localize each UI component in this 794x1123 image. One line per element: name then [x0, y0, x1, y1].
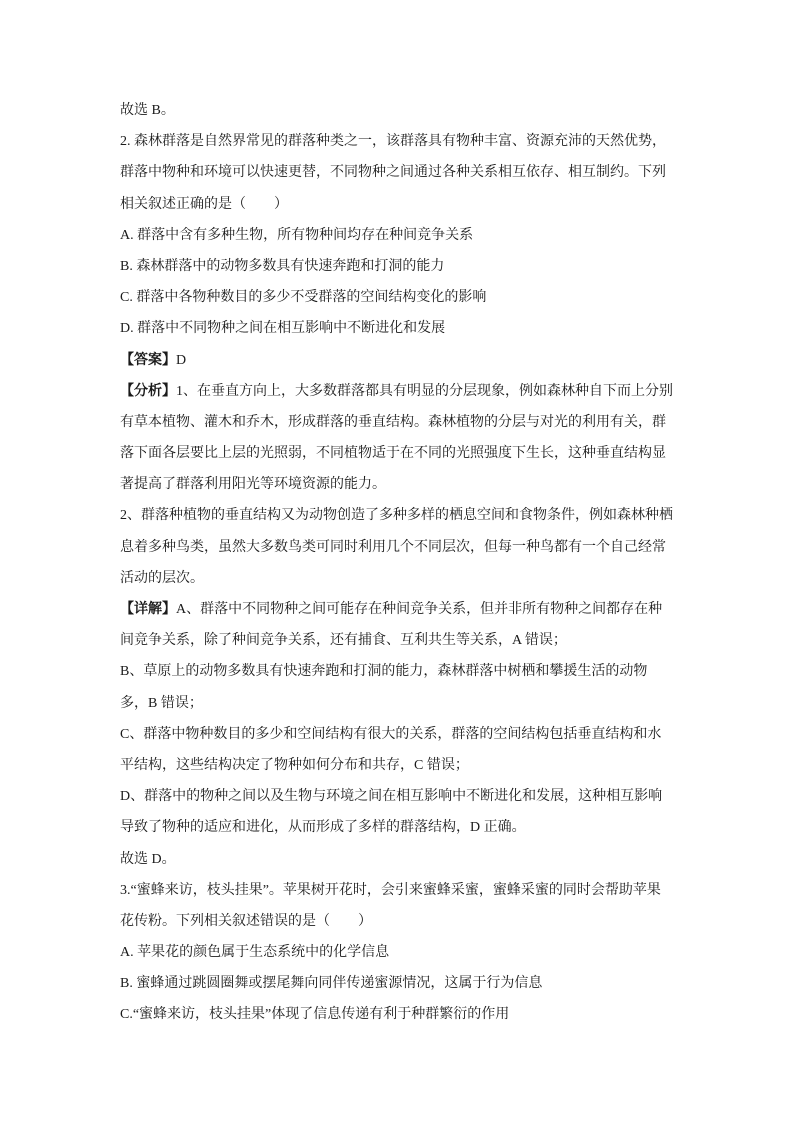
- explanation-label: 【详解】: [120, 602, 176, 617]
- answer-label: 【答案】: [120, 352, 176, 368]
- document-body: [120, 95, 720, 1031]
- question-3-stem-line: 花传粉。下列相关叙述错误的是（ ）: [120, 913, 372, 929]
- explanation-text: A、群落中不同物种之间可能存在种间竞争关系，但并非所有物种之间都存在种: [176, 602, 663, 617]
- explanation-line: 间竞争关系，除了种间竞争关系，还有捕食、互利共生等关系，A 错误；: [120, 633, 567, 649]
- analysis-line: 落下面各层要比上层的光照弱，不同植物适于在不同的光照强度下生长，这种垂直结构显: [120, 446, 666, 462]
- explanation-line: 多，B 错误；: [120, 695, 203, 711]
- question-2-stem-line: 群落中物种和环境可以快速更替，不同物种之间通过各种关系相互依存、相互制约。下列: [120, 165, 666, 181]
- question-1-conclusion: 故选 B。: [120, 103, 175, 118]
- question-2-stem-line: 2. 森林群落是自然界常见的群落种类之一，该群落具有物种丰富、资源充沛的天然优势，: [120, 134, 666, 150]
- explanation-line: D、群落中的物种之间以及生物与环境之间在相互影响中不断进化和发展，这种相互影响: [120, 789, 663, 805]
- question-2-stem-line: 相关叙述正确的是（ ）: [120, 196, 288, 212]
- analysis-text: 1、在垂直方向上，大多数群落都具有明显的分层现象，例如森林种自下而上分别: [176, 383, 673, 399]
- analysis-line: 有草本植物、灌木和乔木，形成群落的垂直结构。森林植物的分层与对光的利用有关，群: [120, 414, 666, 430]
- question-3-option-a: A. 苹果花的颜色属于生态系统中的化学信息: [120, 945, 390, 961]
- analysis-line: [120, 376, 720, 407]
- question-2-answer: [120, 345, 720, 376]
- question-2-option-a: A. 群落中含有多种生物，所有物种间均存在种间竞争关系: [120, 227, 474, 243]
- analysis-label: 【分析】: [120, 383, 176, 399]
- explanation-line: [120, 594, 720, 625]
- analysis-line: 活动的层次。: [120, 570, 204, 586]
- explanation-line: C、群落中物种数目的多少和空间结构有很大的关系，群落的空间结构包括垂直结构和水: [120, 726, 662, 742]
- analysis-line: 著提高了群落利用阳光等环境资源的能力。: [120, 477, 386, 493]
- explanation-line: 平结构，这些结构决定了物种如何分布和共存，C 错误；: [120, 757, 469, 773]
- question-2-option-b: B. 森林群落中的动物多数具有快速奔跑和打洞的能力: [120, 258, 445, 274]
- question-2-option-c: C. 群落中各物种数目的多少不受群落的空间结构变化的影响: [120, 290, 487, 306]
- analysis-line: 息着多种鸟类，虽然大多数鸟类可同时利用几个不同层次，但每一种鸟都有一个自己经常: [120, 539, 666, 555]
- analysis-line: 2、群落种植物的垂直结构又为动物创造了多种多样的栖息空间和食物条件，例如森林种栖: [120, 508, 673, 524]
- explanation-line: B、草原上的动物多数具有快速奔跑和打洞的能力，森林群落中树栖和攀援生活的动物: [120, 664, 648, 680]
- answer-value: D: [176, 352, 187, 368]
- question-2-option-d: D. 群落中不同物种之间在相互影响中不断进化和发展: [120, 321, 446, 337]
- explanation-line: 导致了物种的适应和进化，从而形成了多样的群落结构，D 正确。: [120, 820, 526, 836]
- question-3-option-c: C.“蜜蜂来访，枝头挂果”体现了信息传递有利于种群繁衍的作用: [120, 1007, 510, 1023]
- question-3-stem-line: 3.“蜜蜂来访，枝头挂果”。苹果树开花时，会引来蜜蜂采蜜，蜜蜂采蜜的同时会帮助苹果: [120, 882, 661, 898]
- question-3-option-b: B. 蜜蜂通过跳圆圈舞或摆尾舞向同伴传递蜜源情况，这属于行为信息: [120, 976, 543, 992]
- question-2-conclusion: 故选 D。: [120, 851, 176, 867]
